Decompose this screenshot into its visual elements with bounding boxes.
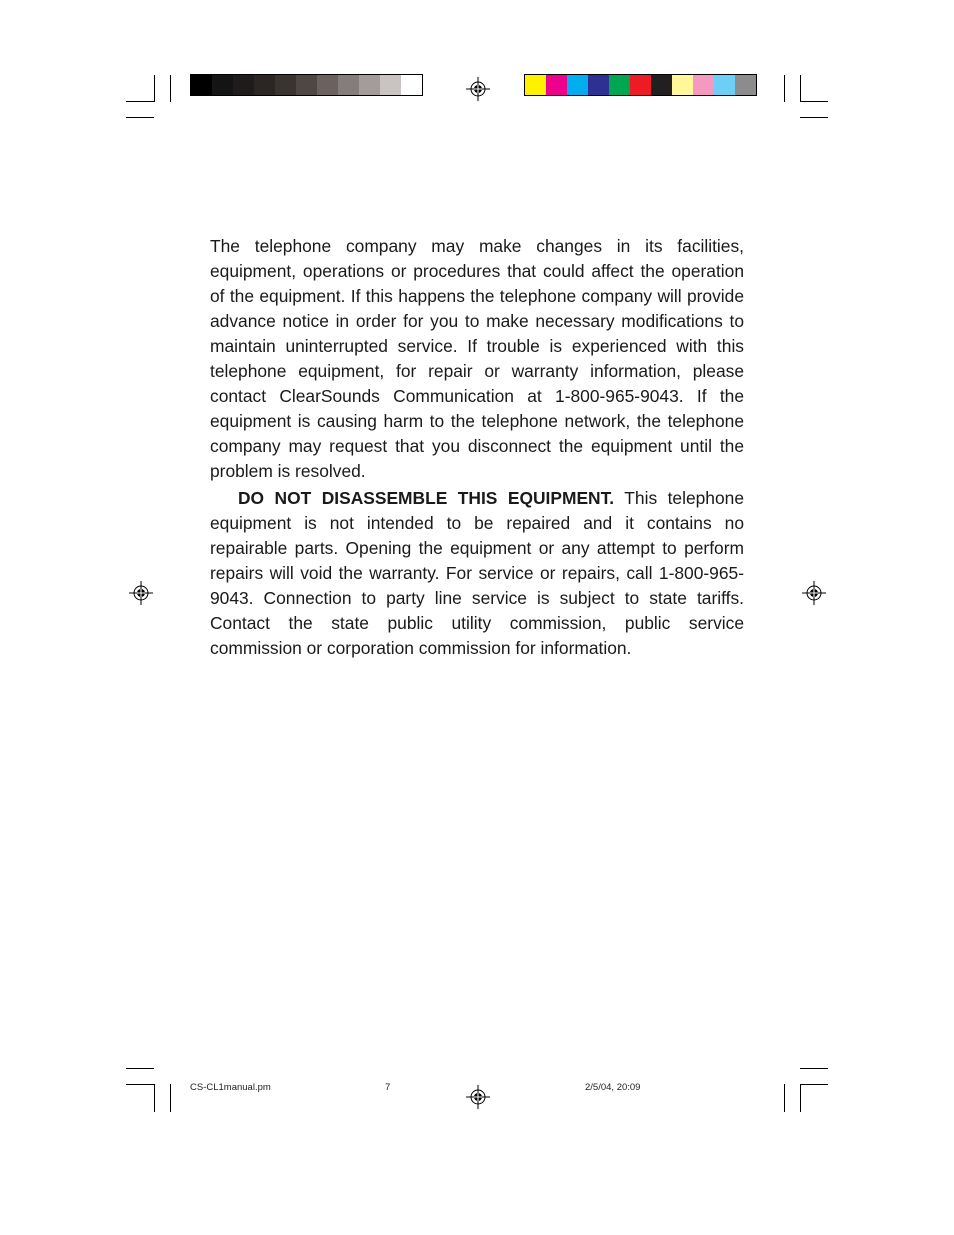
color-swatch: [254, 75, 275, 95]
crop-mark: [154, 1084, 155, 1112]
registration-mark-icon: [129, 581, 153, 605]
color-swatch: [359, 75, 380, 95]
crop-mark: [800, 1068, 828, 1069]
crop-mark: [784, 75, 785, 102]
crop-mark: [800, 75, 801, 102]
color-swatch: [401, 75, 422, 95]
color-swatch: [317, 75, 338, 95]
crop-mark: [154, 75, 155, 102]
registration-mark-icon: [466, 77, 490, 101]
paragraph-telephone-company-changes: The telephone company may make changes in its facilities, equipment, operations or procedures that could affect the operation of the equipment. If this happens the telephone company will provide advance notice in order for you to make necessary modifications to maintain uninterrupted service. If trouble is experienced with this telephone equipment, for repair or warranty information, please contact ClearSounds Communication at 1-800-965-9043. If the equipment is causing harm to the telephone network, the telephone company may request that you disconnect the equipment until the problem is resolved.: [210, 236, 744, 481]
crop-mark: [784, 1084, 785, 1112]
paragraph-do-not-disassemble: [210, 486, 744, 661]
color-swatch: [651, 75, 672, 95]
color-swatch: [212, 75, 233, 95]
crop-mark: [800, 1084, 828, 1085]
crop-mark: [170, 75, 171, 102]
color-swatch: [191, 75, 212, 95]
crop-mark: [170, 1084, 171, 1112]
footer-timestamp: 2/5/04, 20:09: [585, 1082, 641, 1093]
crop-mark: [126, 101, 154, 102]
color-swatch: [525, 75, 546, 95]
color-swatch: [546, 75, 567, 95]
footer-page-number: 7: [385, 1082, 391, 1093]
color-swatch: [588, 75, 609, 95]
color-swatch: [609, 75, 630, 95]
color-swatch: [630, 75, 651, 95]
color-swatch: [735, 75, 756, 95]
color-swatch: [567, 75, 588, 95]
color-swatch: [672, 75, 693, 95]
registration-mark-icon: [466, 1085, 490, 1109]
color-swatch: [296, 75, 317, 95]
color-swatch: [714, 75, 735, 95]
color-swatch: [380, 75, 401, 95]
registration-mark-icon: [802, 581, 826, 605]
warning-heading: DO NOT DISASSEMBLE THIS EQUIPMENT.: [238, 488, 615, 508]
color-swatch-strip: [524, 74, 757, 96]
crop-mark: [126, 1084, 154, 1085]
color-swatch: [693, 75, 714, 95]
crop-mark: [126, 1068, 154, 1069]
body-text: [210, 234, 744, 661]
crop-mark: [800, 1084, 801, 1112]
warning-text: This telephone equipment is not intended to be repaired and it contains no repairable parts. Opening the equipment or any attempt to perform repairs will void the warranty. For service or repairs, call 1-800-965-9043. Connection to party line service is subject to state tariffs. Contact the state public utility commission, public service commission or corporation commission for information.: [210, 488, 744, 658]
crop-mark: [126, 117, 154, 118]
grayscale-swatch-strip: [190, 74, 423, 96]
color-swatch: [338, 75, 359, 95]
footer-filename: CS-CL1manual.pm: [190, 1082, 271, 1093]
crop-mark: [800, 101, 828, 102]
crop-mark: [800, 117, 828, 118]
color-swatch: [275, 75, 296, 95]
color-swatch: [233, 75, 254, 95]
